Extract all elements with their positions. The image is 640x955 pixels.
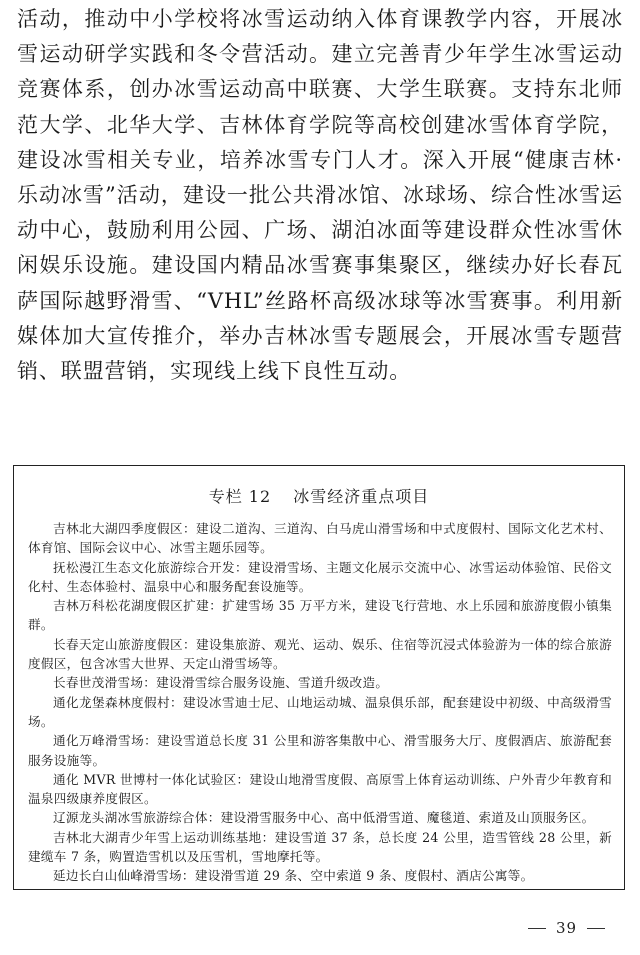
main-paragraph: 活动，推动中小学校将冰雪运动纳入体育课教学内容，开展冰雪运动研学实践和冬令营活动。建立完善青少年学生冰雪运动竞赛体系，创办冰雪运动高中联赛、大学生联赛。支持东北师范大学、北华大学、吉林体育学院等高校创建冰雪体育学院，建设冰雪相关专业，培养冰雪专门人才。深入开展“健康吉林·乐动冰雪”活动，建设一批公共滑冰馆、冰球场、综合性冰雪运动中心，鼓励利用公园、广场、湖泊冰面等建设群众性冰雪休闲娱乐设施。建设国内精品冰雪赛事集聚区，继续办好长春瓦萨国际越野滑雪、“VHL”丝路杯高级冰球等冰雪赛事。利用新媒体加大宣传推介，举办吉林冰雪专题展会，开展冰雪专题营销、联盟营销，实现线上线下良性互动。: [17, 7, 623, 384]
page-footer: [528, 919, 605, 937]
project-item: 通化万峰滑雪场：建设雪道总长度 31 公里和游客集散中心、滑雪服务大厅、度假酒店、旅游配套服务设施等。: [28, 733, 612, 768]
project-item: 辽源龙头湖冰雪旅游综合体：建设滑雪服务中心、高中低滑雪道、魔毯道、索道及山顶服务区。: [53, 810, 595, 826]
project-item: 吉林北大湖青少年雪上运动训练基地：建设雪道 37 条，总长度 24 公里，造雪管线 28 公里，新建缆车 7 条，购置造雪机以及压雪机，雪地摩托等。: [28, 829, 612, 865]
box-heading: 冰雪经济重点项目: [293, 487, 430, 506]
project-item: 吉林万科松花湖度假区扩建：扩建雪场 35 万平方米，建设飞行营地、水上乐园和旅游度假小镇集群。: [28, 598, 612, 633]
feature-box: [13, 465, 625, 890]
project-list: [14, 519, 624, 886]
box-label: 专栏 12: [208, 487, 272, 506]
project-item: 抚松漫江生态文化旅游综合开发：建设滑雪场、主题文化展示交流中心、冰雪运动体验馆、民俗文化村、生态体验村、温泉中心和服务配套设施等。: [28, 559, 612, 594]
project-item: 吉林北大湖四季度假区：建设二道沟、三道沟、白马虎山滑雪场和中式度假村、国际文化艺术村、体育馆、国际会议中心、冰雪主题乐园等。: [28, 521, 612, 556]
project-item: 延边长白山仙峰滑雪场：建设滑雪道 29 条、空中索道 9 条、度假村、酒店公寓等。: [53, 868, 534, 884]
footer-dash-left: [528, 928, 546, 929]
project-item: 通化 MVR 世博村一体化试验区：建设山地滑雪度假、高原雪上体育运动训练、户外青少年教育和温泉四级康养度假区。: [28, 771, 612, 807]
project-item: 长春世茂滑雪场：建设滑雪综合服务设施、雪道升级改造。: [53, 675, 389, 691]
page-number: 39: [556, 919, 578, 937]
box-title: [14, 484, 624, 507]
project-item: 通化龙堡森林度假村：建设冰雪迪士尼、山地运动城、温泉俱乐部，配套建设中初级、中高级滑雪场。: [28, 694, 612, 729]
footer-dash-right: [587, 928, 605, 929]
project-item: 长春天定山旅游度假区：建设集旅游、观光、运动、娱乐、住宿等沉浸式体验游为一体的综合旅游度假区，包含冰雪大世界、天定山滑雪场等。: [28, 636, 612, 672]
